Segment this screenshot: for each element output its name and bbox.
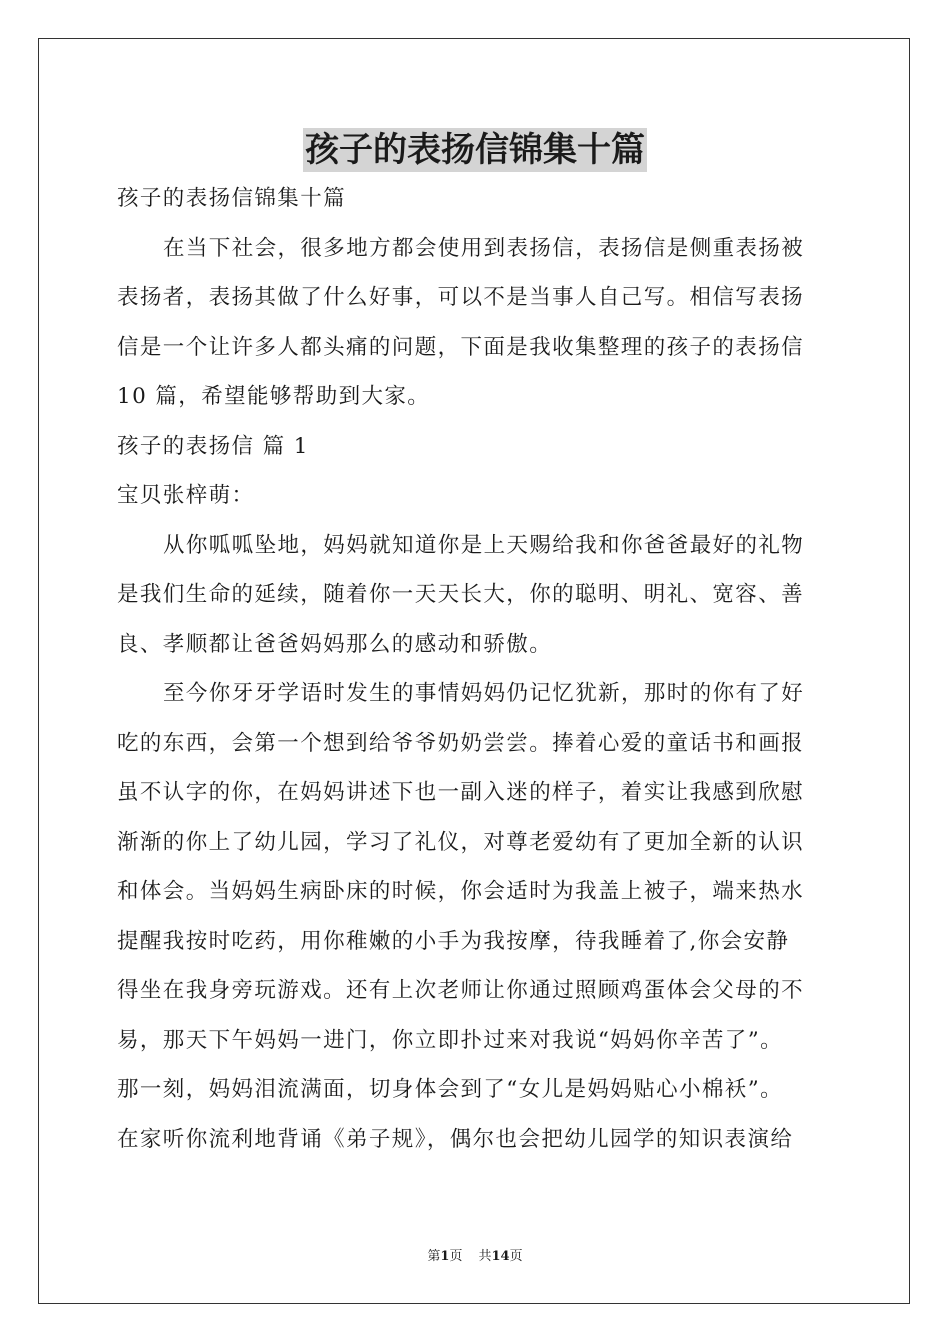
text-line: 那一刻，妈妈泪流满面，切身体会到了“女儿是妈妈贴心小棉袄”。 — [117, 1077, 783, 1102]
text-line: 提醒我按时吃药，用你稚嫩的小手为我按摩，待我睡着了,你会安静 — [117, 928, 790, 954]
text-line: 虽不认字的你，在妈妈讲述下也一副入迷的样子，着实让我感到欣慰 — [117, 780, 805, 805]
text-line: 从你呱呱坠地，妈妈就知道你是上天赐给我和你爸爸最好的礼物 — [163, 532, 805, 558]
text-line: 得坐在我身旁玩游戏。还有上次老师让你通过照顾鸡蛋体会父母的不 — [117, 978, 805, 1003]
footer-total-pages: 14 — [491, 1249, 510, 1264]
footer-total-suffix: 页 — [509, 1249, 523, 1264]
text-line: 宝贝张梓萌： — [117, 483, 255, 508]
text-line: 良、孝顺都让爸爸妈妈那么的感动和骄傲。 — [117, 631, 553, 657]
text-line: 10 篇，希望能够帮助到大家。 — [117, 384, 431, 409]
text-line: 是我们生命的延续，随着你一天天长大，你的聪明、明礼、宽容、善 — [117, 582, 805, 607]
footer-total-prefix: 共 — [478, 1249, 492, 1264]
page-footer — [0, 1248, 950, 1266]
text-line: 在当下社会，很多地方都会使用到表扬信，表扬信是侧重表扬被 — [163, 235, 805, 261]
title-container — [0, 128, 950, 172]
footer-page-prefix: 第 — [427, 1249, 441, 1264]
footer-page-word: 页 — [449, 1249, 463, 1264]
document-body — [117, 174, 833, 1164]
text-line: 易，那天下午妈妈一进门，你立即扑过来对我说“妈妈你辛苦了”。 — [117, 1027, 783, 1053]
text-line: 信是一个让许多人都头痛的问题，下面是我收集整理的孩子的表扬信 — [117, 334, 805, 360]
text-line: 表扬者，表扬其做了什么好事，可以不是当事人自己写。相信写表扬 — [117, 285, 805, 310]
text-line: 在家听你流利地背诵《弟子规》，偶尔也会把幼儿园学的知识表演给 — [117, 1126, 794, 1152]
text-line: 孩子的表扬信锦集十篇 — [117, 186, 347, 211]
footer-current-page: 1 — [440, 1249, 450, 1264]
document-title: 孩子的表扬信锦集十篇 — [305, 130, 645, 170]
text-line: 吃的东西，会第一个想到给爷爷奶奶尝尝。捧着心爱的童话书和画报 — [117, 730, 805, 756]
text-line: 渐渐的你上了幼儿园，学习了礼仪，对尊老爱幼有了更加全新的认识 — [117, 829, 805, 855]
text-line: 和体会。当妈妈生病卧床的时候，你会适时为我盖上被子，端来热水 — [117, 879, 805, 904]
text-line: 孩子的表扬信 篇 1 — [117, 433, 309, 459]
text-line: 至今你牙牙学语时发生的事情妈妈仍记忆犹新，那时的你有了好 — [163, 681, 805, 706]
